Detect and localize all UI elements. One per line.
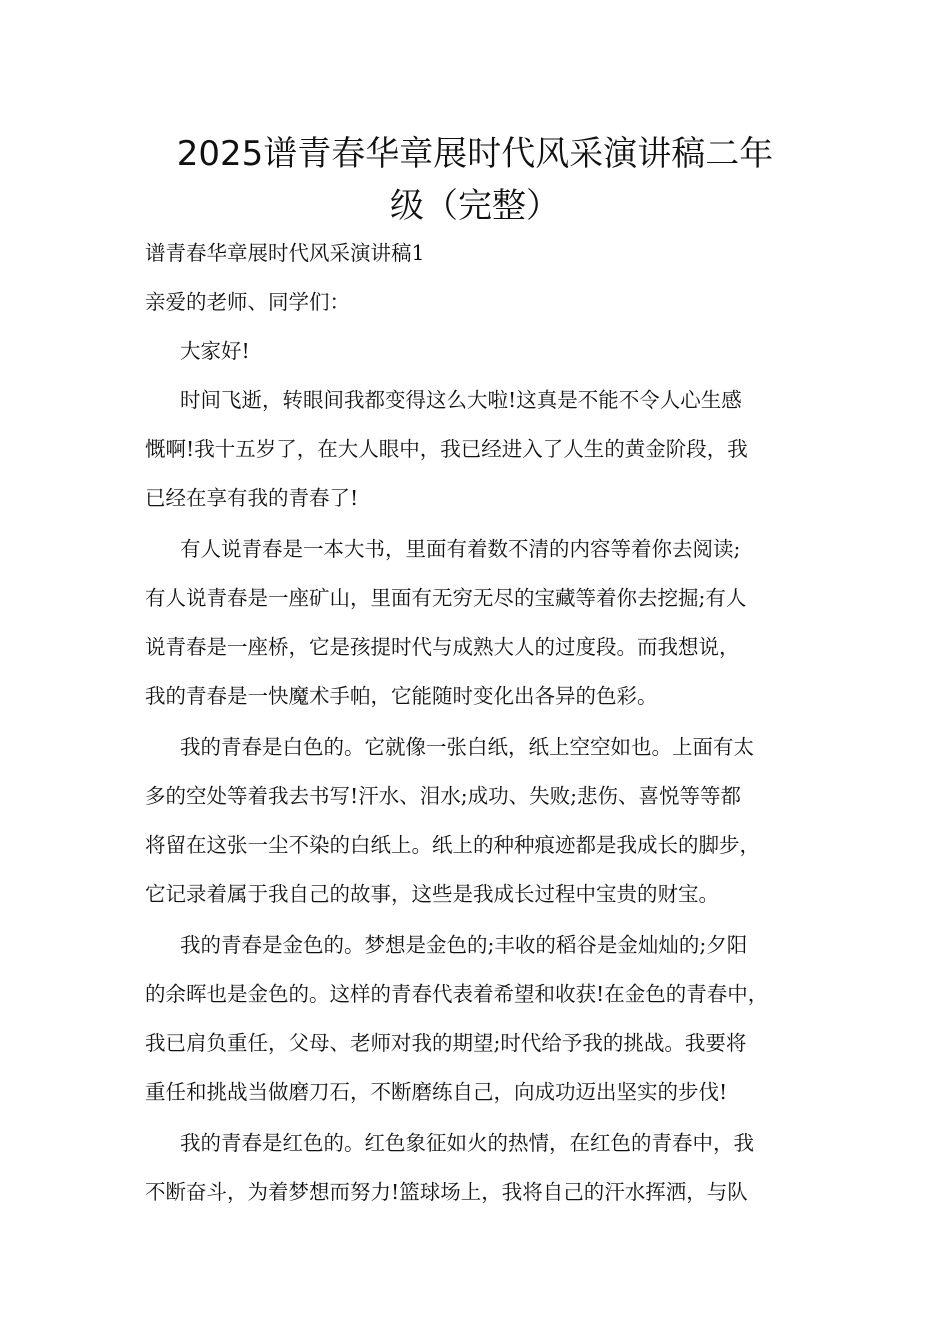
paragraph-5-line-1: 我的青春是红色的。红色象征如火的热情，在红色的青春中，我 — [180, 1131, 754, 1155]
paragraph-1-line-1: 时间飞逝，转眼间我都变得这么大啦!这真是不能不令人心生感 — [180, 388, 742, 412]
document-title-line-1: 2025谱青春华章展时代风采演讲稿二年 — [176, 134, 774, 174]
paragraph-3-line-2: 多的空处等着我去书写!汗水、泪水;成功、失败;悲伤、喜悦等等都 — [145, 784, 742, 808]
paragraph-2-line-3: 说青春是一座桥，它是孩提时代与成熟大人的过度段。而我想说， — [145, 635, 740, 659]
subtitle: 谱青春华章展时代风采演讲稿1 — [145, 241, 425, 265]
paragraph-3-line-3: 将留在这张一尘不染的白纸上。纸上的种种痕迹都是我成长的脚步， — [145, 833, 760, 857]
document-title-line-2: 级（完整） — [390, 186, 560, 226]
paragraph-4-line-4: 重任和挑战当做磨刀石，不断磨练自己，向成功迈出坚实的步伐! — [145, 1080, 728, 1104]
paragraph-3-line-1: 我的青春是白色的。它就像一张白纸，纸上空空如也。上面有太 — [180, 735, 754, 759]
paragraph-1-line-3: 已经在享有我的青春了! — [145, 486, 359, 510]
paragraph-4-line-2: 的余晖也是金色的。这样的青春代表着希望和收获!在金色的青春中， — [145, 982, 769, 1006]
paragraph-3-line-4: 它记录着属于我自己的故事，这些是我成长过程中宝贵的财宝。 — [145, 882, 719, 906]
paragraph-4-line-3: 我已肩负重任，父母、老师对我的期望;时代给予我的挑战。我要将 — [145, 1031, 747, 1055]
paragraph-1-line-2: 慨啊!我十五岁了，在大人眼中，我已经进入了人生的黄金阶段，我 — [145, 437, 748, 461]
salutation: 亲爱的老师、同学们： — [145, 290, 350, 314]
paragraph-2-line-1: 有人说青春是一本大书，里面有着数不清的内容等着你去阅读; — [180, 537, 741, 561]
paragraph-5-line-2: 不断奋斗，为着梦想而努力!篮球场上，我将自己的汗水挥洒，与队 — [145, 1180, 748, 1204]
paragraph-2-line-4: 我的青春是一快魔术手帕，它能随时变化出各异的色彩。 — [145, 684, 658, 708]
greeting: 大家好! — [180, 339, 250, 363]
paragraph-4-line-1: 我的青春是金色的。梦想是金色的;丰收的稻谷是金灿灿的;夕阳 — [180, 933, 748, 957]
paragraph-2-line-2: 有人说青春是一座矿山，里面有无穷无尽的宝藏等着你去挖掘;有人 — [145, 586, 747, 610]
